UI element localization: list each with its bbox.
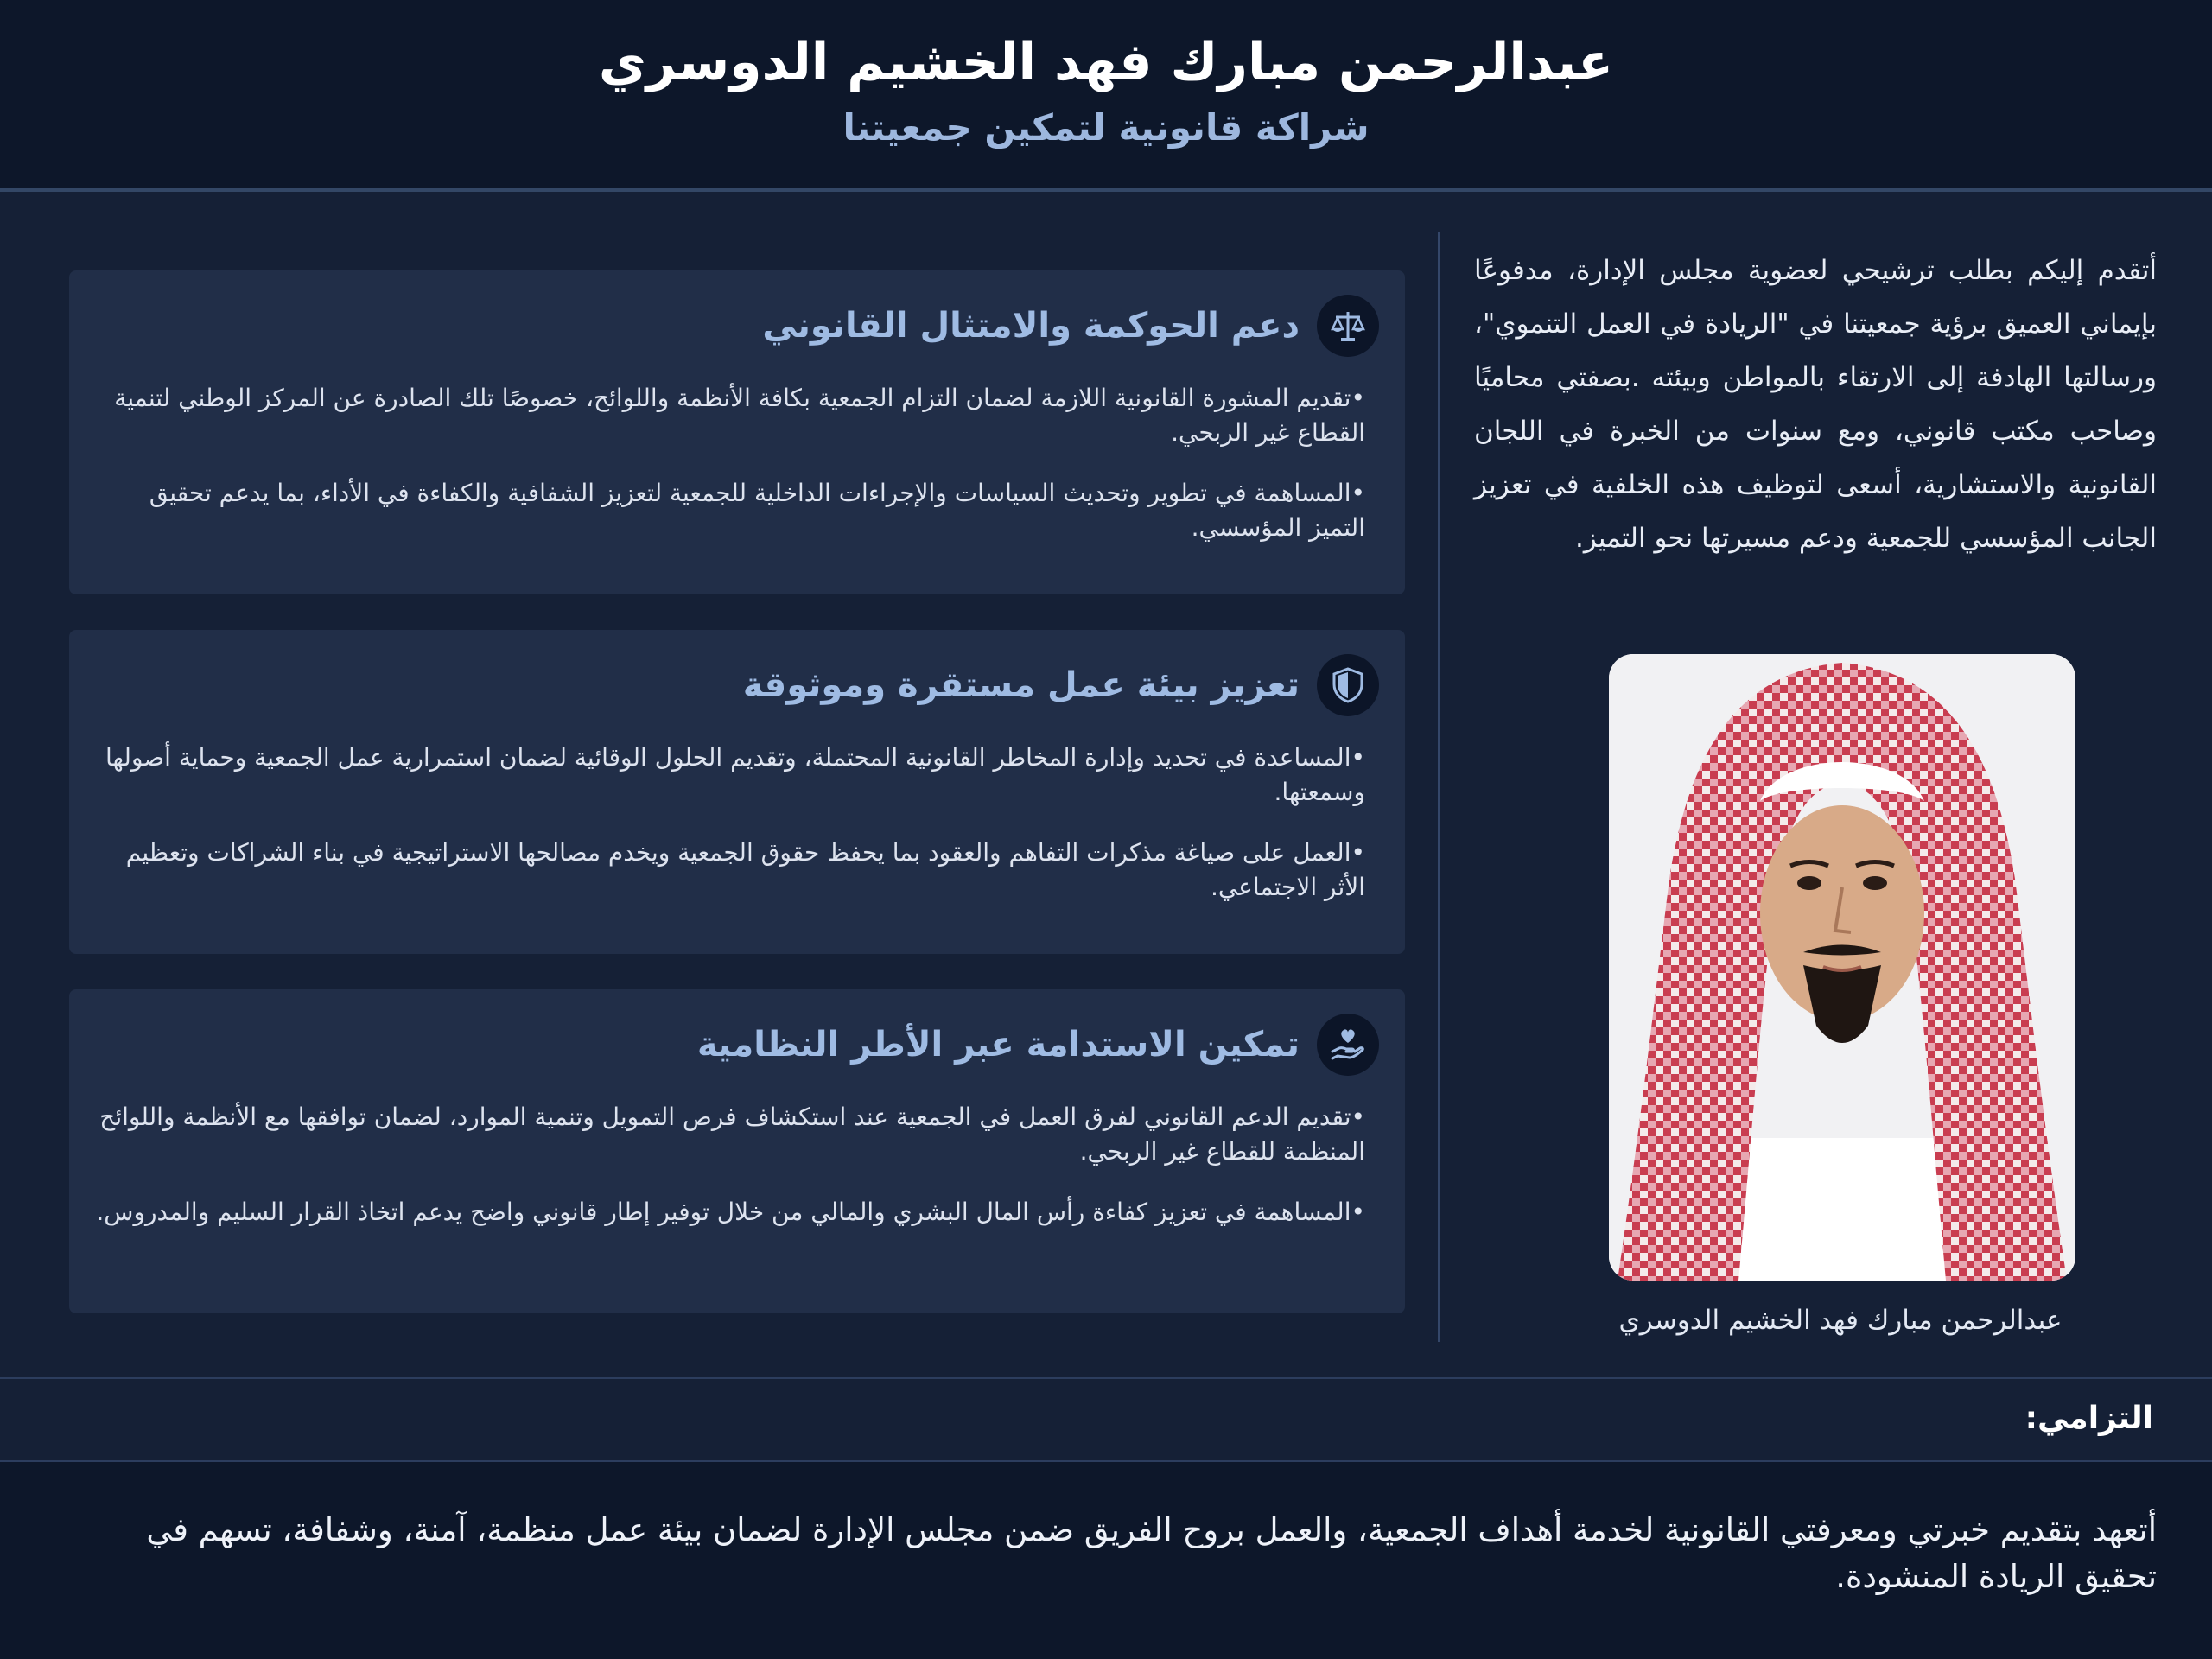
card-bullet: •المساعدة في تحديد وإدارة المخاطر القانونية المحتملة، وتقديم الحلول الوقائية لضمان استمرارية عمل الجمعية وحماية أصولها وسمعتها. — [105, 743, 1365, 806]
card-bullet: •تقديم الدعم القانوني لفرق العمل في الجمعية عند استكشاف فرص التمويل وتنمية الموارد، لضمان توافقها مع الأنظمة واللوائح المنظمة للقطاع غير الربحي. — [99, 1103, 1365, 1166]
card-environment — [69, 630, 1405, 954]
card-header — [762, 295, 1379, 357]
card-bullet: •المساهمة في تعزيز كفاءة رأس المال البشري والمالي من خلال توفير إطار قانوني واضح يدعم اتخاذ القرار السليم والمدروس. — [96, 1198, 1365, 1226]
commitment-label: التزامي: — [2024, 1401, 2153, 1436]
card-bullet: •المساهمة في تطوير وتحديث السياسات والإجراءات الداخلية للجمعية لتعزيز الشفافية والكفاءة في الأداء، بما يدعم تحقيق التميز المؤسسي. — [149, 479, 1365, 542]
page-title: عبدالرحمن مبارك فهد الخشيم الدوسري — [598, 32, 1614, 92]
card-title: تمكين الاستدامة عبر الأطر النظامية — [696, 1025, 1300, 1065]
card-header — [743, 654, 1379, 716]
hand-heart-icon — [1317, 1014, 1379, 1076]
scales-icon — [1317, 295, 1379, 357]
card-title: تعزيز بيئة عمل مستقرة وموثوقة — [742, 665, 1300, 705]
shield-icon — [1317, 654, 1379, 716]
card-bullet: •تقديم المشورة القانونية اللازمة لضمان التزام الجمعية بكافة الأنظمة واللوائح، خصوصًا تلك الصادرة عن المركز الوطني لتنمية القطاع غير الربحي. — [114, 384, 1365, 447]
candidate-photo — [1609, 654, 2075, 1281]
page-subtitle: شراكة قانونية لتمكين جمعيتنا — [842, 106, 1370, 149]
page-header — [0, 0, 2212, 192]
card-header — [697, 1014, 1379, 1076]
commitment-text: أتعهد بتقديم خبرتي ومعرفتي القانونية لخدمة أهداف الجمعية، والعمل بروح الفريق ضمن مجلس الإدارة لضمان بيئة عمل منظمة، آمنة، وشفافة، تسهم في تحقيق الريادة المنشودة. — [146, 1511, 2157, 1595]
intro-paragraph: أتقدم إليكم بطلب ترشيحي لعضوية مجلس الإدارة، مدفوعًا بإيماني العميق برؤية جمعيتنا في "الريادة في العمل التنموي"، ورسالتها الهادفة إلى الارتقاء بالمواطن وبيئته .بصفتي محاميًا وصاحب مكتب قانوني، ومع سنوات من الخبرة في اللجان القانونية والاستشارية، أسعى لتوظيف هذه الخلفية في تعزيز الجانب المؤسسي للجمعية ودعم مسيرتها نحو التميز. — [1474, 255, 2157, 554]
commitment-header-band — [0, 1377, 2212, 1460]
card-sustainability — [69, 989, 1405, 1313]
card-title: دعم الحوكمة والامتثال القانوني — [762, 306, 1300, 346]
photo-caption: عبدالرحمن مبارك فهد الخشيم الدوسري — [1618, 1305, 2063, 1336]
card-bullet: •العمل على صياغة مذكرات التفاهم والعقود بما يحفظ حقوق الجمعية ويخدم مصالحها الاستراتيجية في بناء الشراكات وتعظيم الأثر الاجتماعي. — [125, 838, 1365, 901]
column-divider — [1438, 232, 1440, 1342]
card-governance — [69, 270, 1405, 594]
